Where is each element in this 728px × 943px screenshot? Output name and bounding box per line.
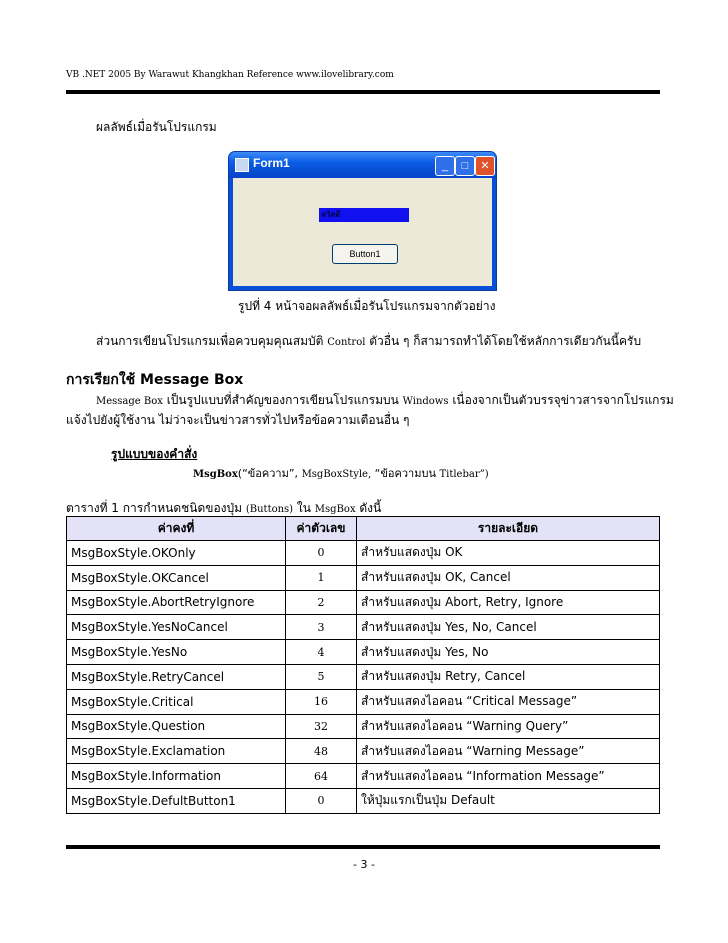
table-row	[67, 565, 660, 590]
table-cell: 5	[286, 664, 357, 689]
text-run: MsgBox	[314, 504, 356, 515]
text-run: ตารางที่ 1 การกำหนดชนิดของปุ่ม	[66, 501, 246, 515]
table-row	[67, 764, 660, 789]
table-cell: สำหรับแสดงปุ่ม OK, Cancel	[357, 565, 660, 590]
table-row	[67, 788, 660, 813]
text-run: ส่วนการเขียนโปรแกรมเพื่อควบคุมคุณสมบัติ	[96, 334, 328, 348]
table-cell: MsgBoxStyle.Exclamation	[67, 739, 286, 764]
table-row	[67, 640, 660, 665]
text-run: Control	[327, 337, 366, 348]
table-cell: MsgBoxStyle.OKOnly	[67, 541, 286, 566]
text-run: (“ข้อความ”,	[237, 467, 302, 480]
table-row	[67, 615, 660, 640]
table-cell: สำหรับแสดงไอคอน “Critical Message”	[357, 689, 660, 714]
section-heading: การเรียกใช้ Message Box	[66, 372, 244, 388]
button1-control: Button1	[332, 244, 398, 264]
window-client-area	[233, 178, 492, 286]
table-cell: 16	[286, 689, 357, 714]
table-cell: สำหรับแสดงปุ่ม Abort, Retry, Ignore	[357, 590, 660, 615]
result-title: ผลลัพธ์เมื่อรันโปรแกรม	[96, 120, 217, 134]
table-cell: 32	[286, 714, 357, 739]
text-run: (Buttons)	[245, 504, 294, 515]
table-cell: 1	[286, 565, 357, 590]
table-row	[67, 590, 660, 615]
table-cell: 2	[286, 590, 357, 615]
text-run: ดังนี้	[355, 501, 382, 515]
table-header-cell: รายละเอียด	[357, 517, 660, 541]
table-cell: 64	[286, 764, 357, 789]
form1-window-screenshot	[229, 152, 496, 290]
format-heading: รูปแบบของคำสั่ง	[111, 447, 198, 461]
text-run: เป็นรูปแบบที่สำคัญของการเขียนโปรแกรมบน	[162, 393, 403, 407]
window-titlebar	[229, 152, 496, 178]
format-syntax	[193, 464, 489, 482]
table-header-cell: ค่าคงที่	[67, 517, 286, 541]
table-cell: MsgBoxStyle.YesNoCancel	[67, 615, 286, 640]
table-cell: MsgBoxStyle.Critical	[67, 689, 286, 714]
table-cell: MsgBoxStyle.YesNo	[67, 640, 286, 665]
minimize-icon: _	[435, 156, 455, 176]
text-run: “ข้อความบน	[371, 467, 440, 480]
table-cell: 0	[286, 788, 357, 813]
paragraph-control	[96, 332, 641, 351]
table-cell: สำหรับแสดงปุ่ม Retry, Cancel	[357, 664, 660, 689]
text-run: MsgBox	[193, 469, 238, 480]
table-cell: ให้ปุ่มแรกเป็นปุ่ม Default	[357, 788, 660, 813]
table-cell: 3	[286, 615, 357, 640]
table-cell: สำหรับแสดงปุ่ม Yes, No	[357, 640, 660, 665]
close-icon: ✕	[475, 156, 495, 176]
table-cell: สำหรับแสดงไอคอน “Warning Query”	[357, 714, 660, 739]
text-run: Windows	[402, 396, 449, 407]
msgbox-style-table	[66, 516, 660, 814]
document-header: VB .NET 2005 By Warawut Khangkhan Reference www.ilovelibrary.com	[66, 70, 394, 80]
table-header-row	[67, 517, 660, 541]
table-row	[67, 714, 660, 739]
text-run: ตัวอื่น ๆ ก็สามารถทำได้โดยใช้หลักการเดียวกันนี้ครับ	[365, 334, 642, 348]
table-header-cell: ค่าตัวเลข	[286, 517, 357, 541]
window-app-icon	[235, 158, 249, 172]
table-cell: สำหรับแสดงไอคอน “Information Message”	[357, 764, 660, 789]
msgbox-paragraph-line1	[96, 391, 674, 410]
table-cell: MsgBoxStyle.AbortRetryIgnore	[67, 590, 286, 615]
table-cell: 0	[286, 541, 357, 566]
table-row	[67, 541, 660, 566]
table-row	[67, 664, 660, 689]
text-run: ใน	[293, 501, 315, 515]
table-cell: 4	[286, 640, 357, 665]
text-run: Titlebar”)	[439, 469, 489, 480]
table-cell: MsgBoxStyle.DefultButton1	[67, 788, 286, 813]
text-run: Message Box	[96, 396, 163, 407]
table-cell: สำหรับแสดงปุ่ม OK	[357, 541, 660, 566]
window-title: Form1	[253, 156, 290, 170]
table-cell: สำหรับแสดงปุ่ม Yes, No, Cancel	[357, 615, 660, 640]
maximize-icon: □	[455, 156, 475, 176]
table-cell: MsgBoxStyle.OKCancel	[67, 565, 286, 590]
text-run: MsgBoxStyle,	[301, 469, 372, 480]
figure-caption: รูปที่ 4 หน้าจอผลลัพธ์เมื่อรันโปรแกรมจากตัวอย่าง	[238, 299, 496, 313]
header-rule	[66, 90, 660, 94]
text-run: เนื่องจากเป็นตัวบรรจุข่าวสารจากโปรแกรม	[448, 393, 674, 407]
footer-rule	[66, 845, 660, 849]
table-cell: MsgBoxStyle.RetryCancel	[67, 664, 286, 689]
table-cell: สำหรับแสดงไอคอน “Warning Message”	[357, 739, 660, 764]
table-cell: 48	[286, 739, 357, 764]
table-row	[67, 739, 660, 764]
table-cell: MsgBoxStyle.Question	[67, 714, 286, 739]
label-control: สวัสดี	[319, 208, 409, 222]
table-cell: MsgBoxStyle.Information	[67, 764, 286, 789]
msgbox-paragraph-line2: แจ้งไปยังผู้ใช้งาน ไม่ว่าจะเป็นข่าวสารทั่วไปหรือข้อความเตือนอื่น ๆ	[66, 413, 410, 427]
table-row	[67, 689, 660, 714]
page-number: - 3 -	[353, 858, 375, 871]
